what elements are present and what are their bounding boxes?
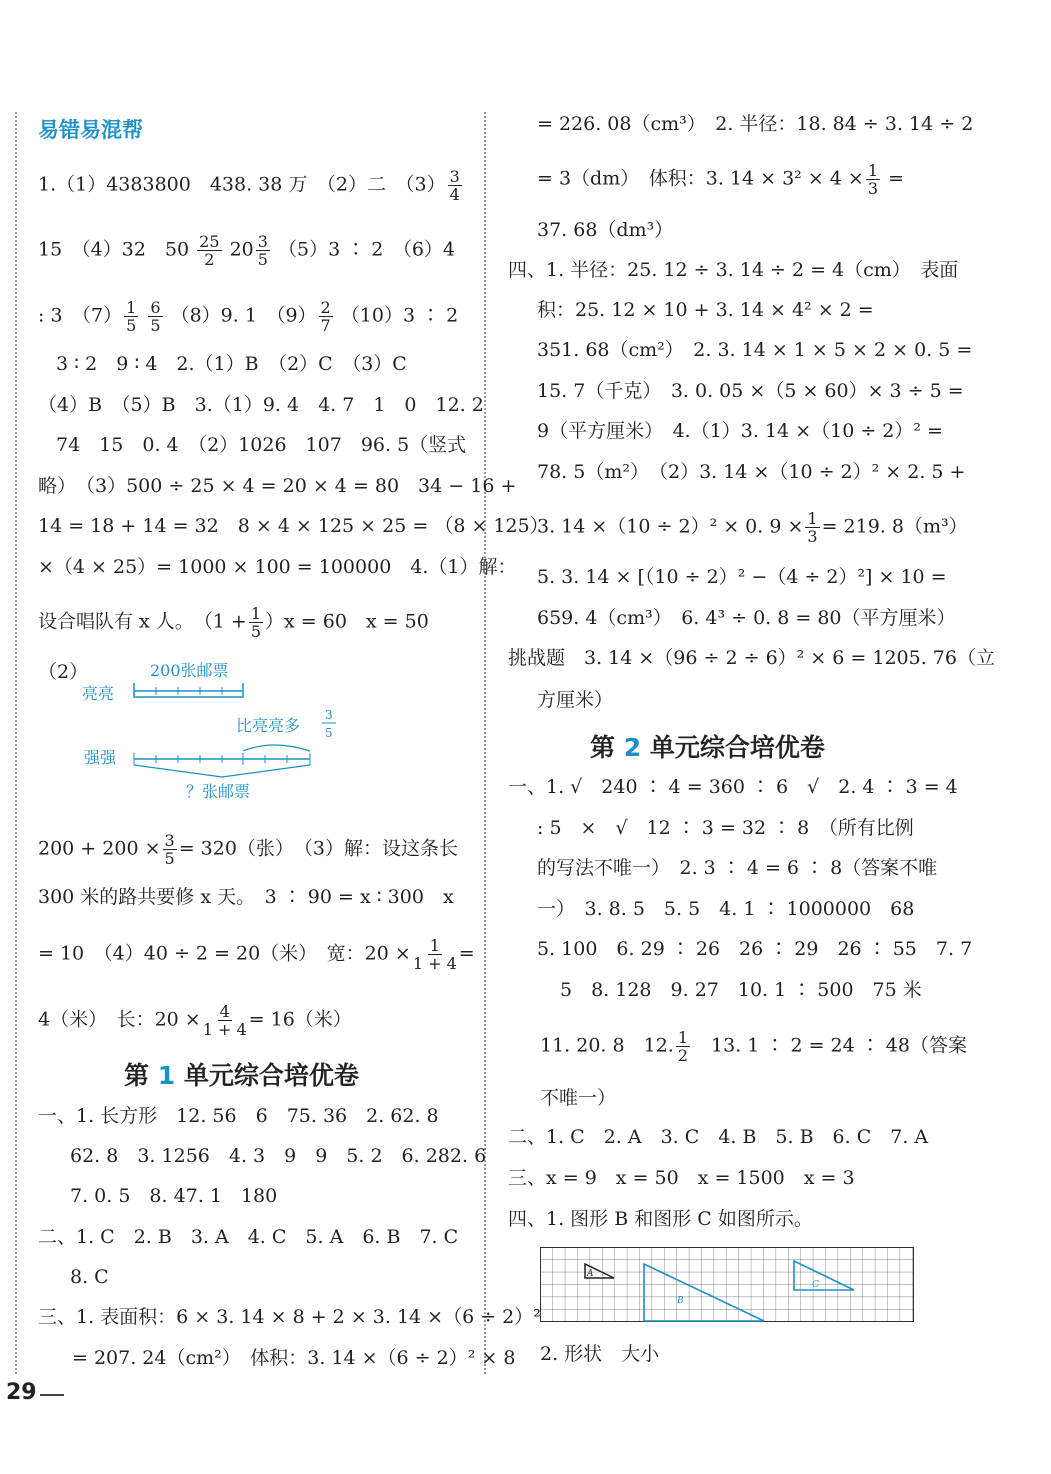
- u2-line-8: 不唯一）: [540, 1087, 617, 1109]
- right-line-11: 5. 3. 14 × [（10 ÷ 2）² −（4 ÷ 2）²] × 10 =: [537, 566, 947, 588]
- u2-line-4: 一） 3. 8. 5 5. 5 4. 1 ∶ 1000000 68: [537, 898, 915, 920]
- left-line-10: 设合唱队有 x 人。 （1 + $\frac{1}{5}$ ）x = 60 x = 50: [38, 604, 429, 641]
- svg-text:3: 3: [325, 708, 333, 722]
- unit2-title: 第 2 单元综合培优卷: [590, 733, 825, 762]
- page-number: 29: [6, 1380, 37, 1405]
- left-line-3: : 3 （7） $\frac{1}{5}$ $\frac{6}{5}$ （8）9. 1 （9） $\frac{2}{7}$ （10）3 ∶ 2: [38, 298, 459, 335]
- section-title: 易错易混帮: [38, 118, 143, 142]
- u1-line-4: 二、1. C 2. B 3. A 4. C 5. A 6. B 7. C: [38, 1226, 459, 1248]
- right-line-9: 78. 5（m²） （2）3. 14 ×（10 ÷ 2）² × 2. 5 +: [537, 461, 966, 483]
- left-line-6: 74 15 0. 4 （2）1026 107 96. 5（竖式: [56, 434, 467, 456]
- diagram-bottom-label: ？张邮票: [186, 782, 251, 801]
- diagram-label-qiangqiang: 强强: [84, 748, 117, 767]
- left-line-2: 15 （4）32 50 $\frac{25}{2}$ 20 $\frac{3}{5}$ （5）3 ∶ 2 （6）4: [38, 232, 456, 269]
- left-line-7: 略） （3）500 ÷ 25 × 4 = 20 × 4 = 80 34 − 16 +: [38, 475, 517, 497]
- line-segment-diagram: [78, 655, 348, 805]
- diagram-top-label: 200张邮票: [150, 661, 229, 680]
- u1-line-3: 7. 0. 5 8. 47. 1 180: [70, 1185, 278, 1207]
- left-line-14: = 10 （4）40 ÷ 2 = 20（米） 宽：20 × $\frac{1}{1 + 4}$ =: [38, 936, 475, 973]
- svg-text:B: B: [677, 1296, 684, 1306]
- left-line-4: 3 ∶ 2 9 ∶ 4 2.（1）B （2）C （3）C: [56, 353, 407, 375]
- u1-line-6: 三、1. 表面积：6 × 3. 14 × 8 + 2 × 3. 14 ×（6 ÷ 2）²: [38, 1306, 541, 1328]
- u1-line-7: = 207. 24（cm²） 体积：3. 14 ×（6 ÷ 2）² × 8: [72, 1347, 516, 1369]
- left-line-1: 1.（1）4383800 438. 38 万 （2）二 （3） $\frac{3}{4}$: [38, 167, 460, 204]
- u2-line-6: 5 8. 128 9. 27 10. 1 ∶ 500 75 米: [560, 979, 922, 1001]
- right-line-6: 351. 68（cm²） 2. 3. 14 × 1 × 5 × 2 × 0. 5 =: [537, 339, 973, 361]
- left-line-15: 4（米） 长：20 × $\frac{4}{1 + 4}$ = 16（米）: [38, 1002, 352, 1039]
- svg-text:5: 5: [325, 726, 333, 740]
- right-line-7: 15. 7（千克） 3. 0. 05 ×（5 × 60）× 3 ÷ 5 =: [537, 380, 964, 402]
- svg-text:A: A: [587, 1269, 594, 1279]
- left-line-12: 200 + 200 × $\frac{3}{5}$ = 320（张） （3）解：设这条长: [38, 831, 459, 868]
- diagram-label-liangliang: 亮亮: [82, 684, 115, 703]
- left-line-8: 14 = 18 + 14 = 32 8 × 4 × 125 × 25 = （8 × 125）: [38, 515, 549, 537]
- grid-figure: [540, 1247, 916, 1323]
- unit1-title: 第 1 单元综合培优卷: [124, 1061, 359, 1090]
- u1-line-5: 8. C: [70, 1266, 109, 1288]
- u2-line-10: 三、x = 9 x = 50 x = 1500 x = 3: [508, 1167, 855, 1189]
- u2-line-9: 二、1. C 2. A 3. C 4. B 5. B 6. C 7. A: [508, 1126, 929, 1148]
- right-line-8: 9（平方厘米） 4.（1）3. 14 ×（10 ÷ 2）² =: [537, 420, 943, 442]
- right-line-4: 四、1. 半径：25. 12 ÷ 3. 14 ÷ 2 = 4（cm） 表面: [508, 259, 959, 281]
- right-line-3: 37. 68（dm³）: [537, 219, 674, 241]
- u2-line-7: 11. 20. 8 12. $\frac{1}{2}$ 13. 1 ∶ 2 = 24 ∶ 48（答案: [540, 1028, 967, 1065]
- page-number-rule: [40, 1394, 64, 1396]
- left-line-13: 300 米的路共要修 x 天。 3 ∶ 90 = x ∶ 300 x: [38, 886, 454, 908]
- right-line-13: 挑战题 3. 14 ×（96 ÷ 2 ÷ 6）² × 6 = 1205. 76（立: [508, 647, 995, 669]
- u2-line-12: 2. 形状 大小: [540, 1343, 660, 1365]
- left-line-9: ×（4 × 25）= 1000 × 100 = 100000 4.（1）解：: [38, 556, 517, 578]
- right-line-12: 659. 4（cm³） 6. 4³ ÷ 0. 8 = 80（平方厘米）: [537, 607, 956, 629]
- right-line-5: 积：25. 12 × 10 + 3. 14 × 4² × 2 =: [537, 299, 874, 321]
- u2-line-5: 5. 100 6. 29 ∶ 26 26 ∶ 29 26 ∶ 55 7. 7: [537, 938, 973, 960]
- left-margin-dotted-line: [15, 112, 17, 1374]
- right-line-14: 方厘米）: [537, 689, 614, 711]
- right-line-1: = 226. 08（cm³） 2. 半径：18. 84 ÷ 3. 14 ÷ 2: [537, 113, 974, 135]
- u1-line-1: 一、1. 长方形 12. 56 6 75. 36 2. 62. 8: [38, 1105, 439, 1127]
- u1-line-2: 62. 8 3. 1256 4. 3 9 9 5. 2 6. 282. 6: [70, 1145, 487, 1167]
- fraction: $\frac{3}{4}$: [449, 167, 460, 204]
- diagram-more-label: 比亮亮多: [236, 716, 301, 735]
- left-line-5: （4）B （5）B 3.（1）9. 4 4. 7 1 0 12. 2: [38, 394, 484, 416]
- u2-line-2: : 5 × √ 12 ∶ 3 = 32 ∶ 8 （所有比例: [537, 817, 914, 839]
- right-line-2: = 3（dm） 体积：3. 14 × 3² × 4 × $\frac{1}{3}$ =: [537, 161, 904, 198]
- center-dotted-line: [484, 112, 486, 1374]
- left-line-11: （2）: [38, 661, 89, 683]
- right-line-10: 3. 14 ×（10 ÷ 2）² × 0. 9 × $\frac{1}{3}$ = 219. 8（m³）: [537, 509, 968, 546]
- u2-line-1: 一、1. √ 240 ∶ 4 = 360 ∶ 6 √ 2. 4 ∶ 3 = 4: [508, 776, 958, 798]
- u2-line-3: 的写法不唯一） 2. 3 ∶ 4 = 6 ∶ 8（答案不唯: [537, 857, 938, 879]
- svg-text:C: C: [812, 1280, 819, 1290]
- u2-line-11: 四、1. 图形 B 和图形 C 如图所示。: [508, 1208, 813, 1230]
